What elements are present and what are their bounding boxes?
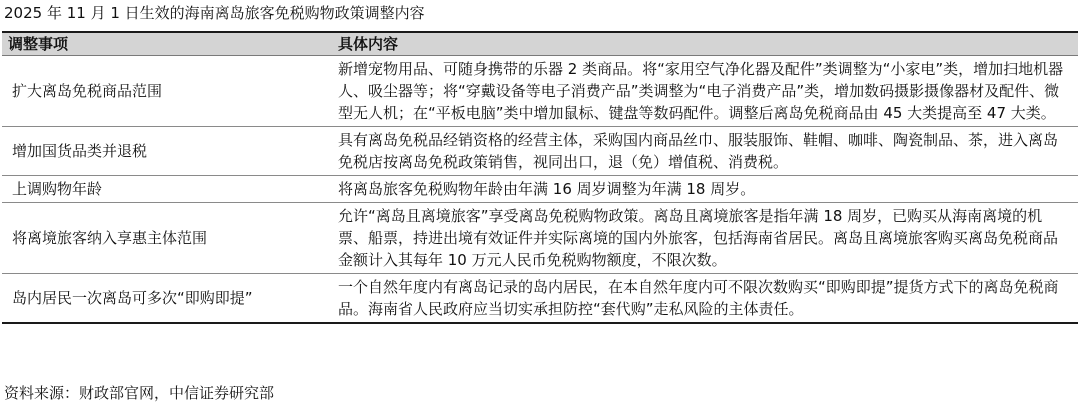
- table-row: [2, 56, 1078, 127]
- header-adjustment-item: 调整事项: [2, 33, 332, 56]
- row-content: 允许“离岛且离境旅客”享受离岛免税购物政策。离岛且离境旅客是指年满 18 周岁，已购买从海南离境的机票、船票，持进出境有效证件并实际离境的国内外旅客，包括海南省居民。离岛且离境旅客购买离岛免税商品金额计入其每年 10 万元人民币免税购物额度，不限次数。: [332, 203, 1078, 274]
- row-item: 扩大离岛免税商品范围: [2, 56, 332, 127]
- table-header-row: [2, 33, 1078, 56]
- row-content: 具有离岛免税品经销资格的经营主体，采购国内商品丝巾、服装服饰、鞋帽、咖啡、陶瓷制品、茶，进入离岛免税店按离岛免税政策销售，视同出口，退（免）增值税、消费税。: [332, 127, 1078, 176]
- table-row: [2, 203, 1078, 274]
- policy-table: [2, 31, 1078, 324]
- row-content: 将离岛旅客免税购物年龄由年满 16 周岁调整为年满 18 周岁。: [332, 176, 1078, 203]
- row-content: 新增宠物用品、可随身携带的乐器 2 类商品。将“家用空气净化器及配件”类调整为“小家电”类，增加扫地机器人、吸尘器等；将“穿戴设备等电子消费产品”类调整为“电子消费产品”类，增加数码摄影摄像器材及配件、微型无人机；在“平板电脑”类中增加鼠标、键盘等数码配件。调整后离岛免税商品由 45 大类提高至 47 大类。: [332, 56, 1078, 127]
- table-row: [2, 127, 1078, 176]
- row-item: 将离境旅客纳入享惠主体范围: [2, 203, 332, 274]
- row-content: 一个自然年度内有离岛记录的岛内居民，在本自然年度内可不限次数购买“即购即提”提货方式下的离岛免税商品。海南省人民政府应当切实承担防控“套代购”走私风险的主体责任。: [338, 278, 1059, 318]
- header-details: 具体内容: [332, 33, 1078, 56]
- source-note: 资料来源：财政部官网，中信证券研究部: [4, 384, 275, 402]
- document-title: 2025 年 11 月 1 日生效的海南离岛旅客免税购物政策调整内容: [4, 4, 425, 22]
- row-item: 岛内居民一次离岛可多次“即购即提”: [12, 289, 253, 307]
- table-row: [2, 176, 1078, 203]
- row-item: 上调购物年龄: [2, 176, 332, 203]
- row-item: 增加国货品类并退税: [2, 127, 332, 176]
- table-row: [2, 274, 1078, 323]
